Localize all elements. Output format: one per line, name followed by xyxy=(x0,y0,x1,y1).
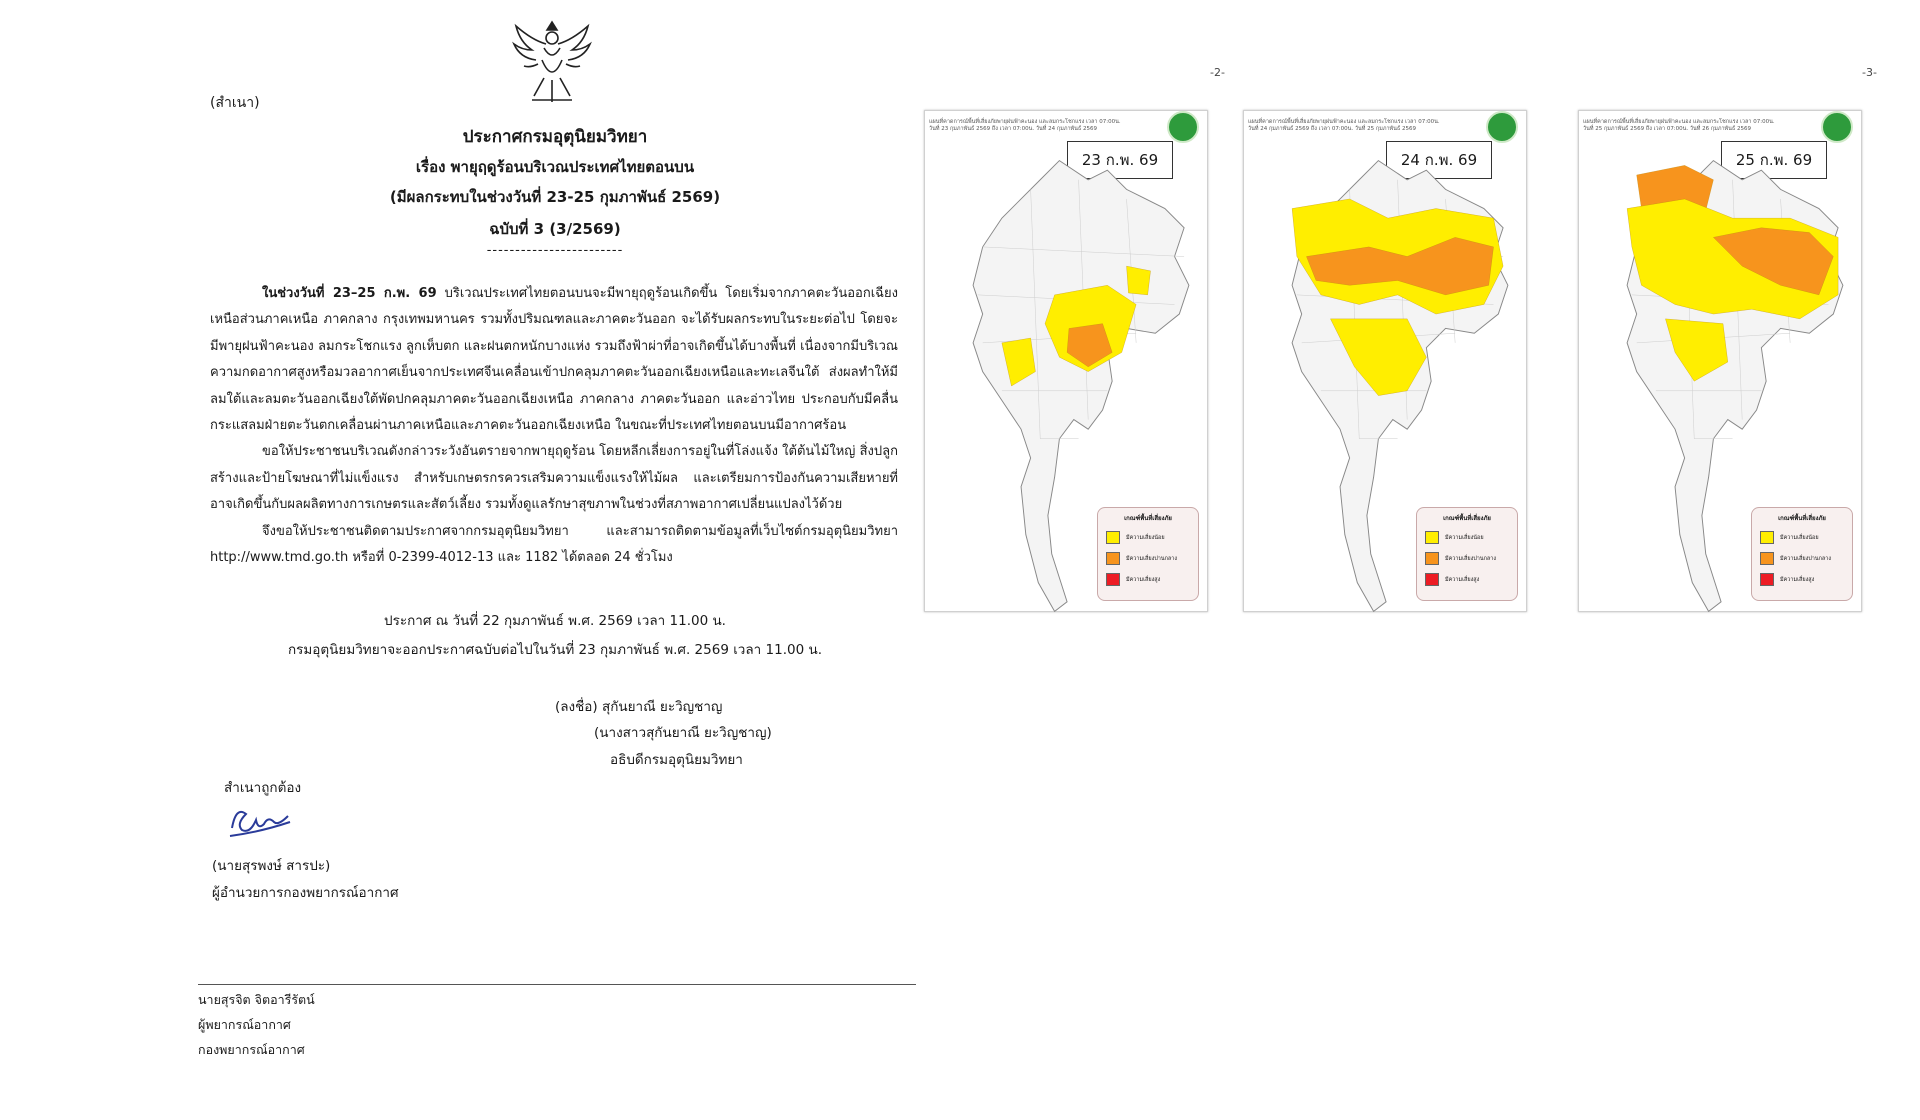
legend-label: มีความเสี่ยงน้อย xyxy=(1126,534,1165,541)
paragraph-3: จึงขอให้ประชาชนติดตามประกาศจากกรมอุตุนิยมวิทยา และสามารถติดตามข้อมูลที่เว็บไซต์กรมอุตุนิยมวิทยา http://www.tmd.go.th หรือที่ 0-2399-4012-13 และ 1182 ได้ตลอด 24 ชั่วโมง xyxy=(210,523,898,566)
risk-legend xyxy=(1751,507,1853,601)
impact-period: (มีผลกระทบในช่วงวันที่ 23-25 กุมภาพันธ์ 2569) xyxy=(389,188,721,206)
map-title: แผนที่คาดการณ์พื้นที่เสี่ยงภัยพายุฝนฟ้าคะนอง และลมกระโชกแรง เวลา 07:00น. วันที่ 24 กุมภาพันธ์ 2569 ถึง เวลา 07:00น. วันที่ 25 กุมภาพันธ์ 2569 xyxy=(1248,119,1440,132)
map-date-label: 23 ก.พ. 69 xyxy=(1067,141,1173,179)
legend-swatch xyxy=(1425,573,1439,586)
footer-left-line: ผู้พยากรณ์อากาศ xyxy=(198,1017,291,1032)
legend-swatch xyxy=(1760,573,1774,586)
paragraph-1-text: บริเวณประเทศไทยตอนบนจะมีพายุฤดูร้อนเกิดขึ้น โดยเริ่มจากภาคตะวันออกเฉียงเหนือส่วนภาคเหนือ ภาคกลาง กรุงเทพมหานคร รวมทั้งปริมณฑลและภาคตะวันออก จะได้รับผลกระทบในระยะต่อไป โดยจะมีพายุฝนฟ้าคะนอง ลมกระโชกแรง ลูกเห็บตก และฝนตกหนักบางแห่ง รวมถึงฟ้าผ่าที่อาจเกิดขึ้นได้บางพื้นที่ เนื่องจากมีบริเวณความกดอากาศสูงหรือมวลอากาศเย็นจากประเทศจีนเคลื่อนเข้าปกคลุมภาคตะวันออกเฉียงเหนือและทะเลจีนใต้ ส่งผลทำให้มีลมใต้และลมตะวันออกเฉียงใต้พัดปกคลุมภาคตะวันออกเฉียงเหนือ ภาคกลาง ภาคตะวันออก และอ่าวไทย ประกอบกับมีคลื่นกระแสลมฝ่ายตะวันตกเคลื่อนผ่านภาคเหนือและภาคตะวันออกเฉียงเหนือ ในขณะที่ประเทศไทยตอนบนมีอากาศร้อน xyxy=(210,286,898,434)
paragraph-2: ขอให้ประชาชนบริเวณดังกล่าวระวังอันตรายจากพายุฤดูร้อน โดยหลีกเลี่ยงการอยู่ในที่โล่งแจ้ง ใต้ต้นไม้ใหญ่ สิ่งปลูกสร้างและป้ายโฆษณาที่ไม่แข็งแรง สำหรับเกษตรกรควรเสริมความแข็งแรงให้ไม้ผล และเตรียมการป้องกันความเสียหายที่อาจเกิดขึ้นกับผลผลิตทางการเกษตรและสัตว์เลี้ยง รวมทั้งดูแลรักษาสุขภาพในช่วงที่สภาพอากาศเปลี่ยนแปลงไว้ด้วย xyxy=(210,444,898,513)
legend-label: มีความเสี่ยงสูง xyxy=(1126,576,1161,583)
legend-title: เกณฑ์พื้นที่เสี่ยงภัย xyxy=(1443,515,1491,522)
map-date-label: 24 ก.พ. 69 xyxy=(1386,141,1492,179)
map-title: แผนที่คาดการณ์พื้นที่เสี่ยงภัยพายุฝนฟ้าคะนอง และลมกระโชกแรง เวลา 07:00น. วันที่ 23 กุมภาพันธ์ 2569 ถึง เวลา 07:00น. วันที่ 24 กุมภาพันธ์ 2569 xyxy=(929,119,1121,132)
map-date-label: 25 ก.พ. 69 xyxy=(1721,141,1827,179)
risk-map-card xyxy=(924,110,1208,612)
announced-date: ประกาศ ณ วันที่ 22 กุมภาพันธ์ พ.ศ. 2569 เวลา 11.00 น. xyxy=(384,613,726,629)
legend-swatch xyxy=(1106,531,1120,544)
next-issue-note: กรมอุตุนิยมวิทยาจะออกประกาศฉบับต่อไปในวันที่ 23 กุมภาพันธ์ พ.ศ. 2569 เวลา 11.00 น. xyxy=(287,642,822,658)
certified-copy-label: สำเนาถูกต้อง xyxy=(224,780,302,796)
paragraph-1 xyxy=(210,281,898,439)
legend-item xyxy=(1760,552,1852,565)
handwritten-signature-icon xyxy=(222,798,302,842)
legend-item xyxy=(1425,552,1517,565)
copy-label: (สำเนา) xyxy=(210,95,260,111)
legend-item xyxy=(1106,552,1198,565)
signer-name: (นางสาวสุกันยาณี ยะวิญชาญ) xyxy=(594,725,772,741)
issue-number: ฉบับที่ 3 (3/2569) xyxy=(489,220,621,238)
signed-line: (ลงชื่อ) สุกันยาณี ยะวิญชาญ xyxy=(555,699,723,715)
legend-item xyxy=(1425,573,1517,586)
legend-swatch xyxy=(1106,573,1120,586)
legend-item xyxy=(1425,531,1517,544)
legend-item xyxy=(1106,573,1198,586)
page-number: -2- xyxy=(1210,66,1225,79)
legend-label: มีความเสี่ยงปานกลาง xyxy=(1780,555,1832,562)
paragraph-1-lead: ในช่วงวันที่ 23–25 ก.พ. 69 xyxy=(262,286,437,301)
signer-position: อธิบดีกรมอุตุนิยมวิทยา xyxy=(610,752,743,768)
legend-swatch xyxy=(1106,552,1120,565)
footer-divider xyxy=(198,984,916,985)
announcement-body xyxy=(210,281,898,571)
legend-item xyxy=(1760,531,1852,544)
footer-left-line: นายสุรจิต จิตอารีรัตน์ xyxy=(198,992,315,1007)
page-number: -3- xyxy=(1862,66,1877,79)
legend-label: มีความเสี่ยงน้อย xyxy=(1445,534,1484,541)
legend-label: มีความเสี่ยงสูง xyxy=(1445,576,1480,583)
legend-title: เกณฑ์พื้นที่เสี่ยงภัย xyxy=(1778,515,1826,522)
legend-swatch xyxy=(1760,552,1774,565)
separator-line: ------------------------ xyxy=(486,243,624,258)
legend-label: มีความเสี่ยงสูง xyxy=(1780,576,1815,583)
legend-item xyxy=(1106,531,1198,544)
announcement-title: ประกาศกรมอุตุนิยมวิทยา xyxy=(462,127,648,147)
legend-label: มีความเสี่ยงปานกลาง xyxy=(1445,555,1497,562)
risk-map-card xyxy=(1578,110,1862,612)
certifier-position: ผู้อำนวยการกองพยากรณ์อากาศ xyxy=(212,885,399,901)
legend-label: มีความเสี่ยงน้อย xyxy=(1780,534,1819,541)
risk-legend xyxy=(1416,507,1518,601)
footer-left-line: กองพยากรณ์อากาศ xyxy=(198,1042,305,1057)
legend-item xyxy=(1760,573,1852,586)
risk-legend xyxy=(1097,507,1199,601)
certifier-name: (นายสุรพงษ์ สารปะ) xyxy=(212,858,331,874)
legend-swatch xyxy=(1425,552,1439,565)
legend-label: มีความเสี่ยงปานกลาง xyxy=(1126,555,1178,562)
garuda-emblem-icon xyxy=(508,14,596,110)
announcement-subject: เรื่อง พายุฤดูร้อนบริเวณประเทศไทยตอนบน xyxy=(415,158,695,176)
announcement-page xyxy=(0,0,930,1080)
tmd-logo-icon xyxy=(1821,111,1853,143)
tmd-logo-icon xyxy=(1167,111,1199,143)
legend-swatch xyxy=(1760,531,1774,544)
legend-swatch xyxy=(1425,531,1439,544)
legend-title: เกณฑ์พื้นที่เสี่ยงภัย xyxy=(1124,515,1172,522)
map-title: แผนที่คาดการณ์พื้นที่เสี่ยงภัยพายุฝนฟ้าคะนอง และลมกระโชกแรง เวลา 07:00น. วันที่ 25 กุมภาพันธ์ 2569 ถึง เวลา 07:00น. วันที่ 26 กุมภาพันธ์ 2569 xyxy=(1583,119,1775,132)
risk-map-card xyxy=(1243,110,1527,612)
tmd-logo-icon xyxy=(1486,111,1518,143)
